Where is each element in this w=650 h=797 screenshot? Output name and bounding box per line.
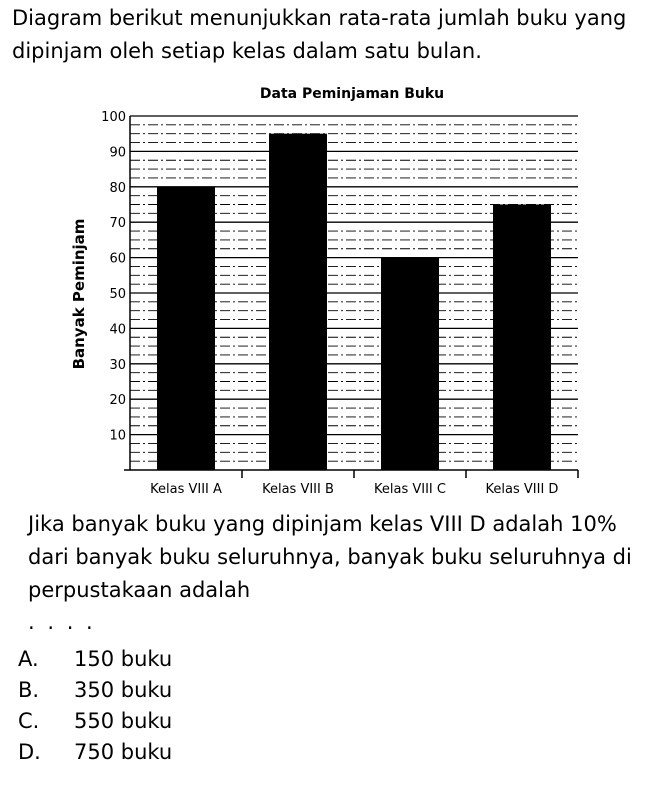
option-b[interactable] bbox=[18, 675, 172, 706]
x-tick-labels bbox=[150, 482, 558, 497]
x-tick-label: Kelas VIII B bbox=[262, 482, 334, 497]
option-letter: C. bbox=[18, 709, 40, 733]
bar-kelas-viii-c bbox=[381, 258, 439, 470]
question-text: Jika banyak buku yang dipinjam kelas VIII D adalah 10% dari banyak buku seluruhnya, banyak buku seluruhnya di perpustakaan adalah bbox=[28, 512, 632, 602]
y-tick-labels bbox=[101, 110, 126, 444]
intro-text: Diagram berikut menunjukkan rata-rata jumlah buku yang dipinjam oleh setiap kelas dalam satu bulan. bbox=[12, 6, 627, 63]
y-tick-label: 40 bbox=[109, 322, 126, 338]
bar-chart bbox=[0, 78, 650, 508]
option-a[interactable] bbox=[18, 644, 172, 675]
bar-kelas-viii-a bbox=[157, 187, 215, 470]
y-axis-label: Banyak Peminjam bbox=[70, 218, 88, 370]
y-tick-label: 60 bbox=[109, 251, 126, 267]
bar-kelas-viii-d bbox=[493, 205, 551, 471]
bar-kelas-viii-b bbox=[269, 134, 327, 470]
y-tick-label: 80 bbox=[109, 180, 126, 196]
option-text: 750 buku bbox=[74, 740, 173, 764]
chart-title: Data Peminjaman Buku bbox=[259, 86, 445, 102]
option-letter: D. bbox=[18, 740, 41, 764]
x-tick-label: Kelas VIII A bbox=[150, 482, 222, 497]
option-text: 550 buku bbox=[74, 709, 173, 733]
option-letter: A. bbox=[18, 647, 39, 671]
option-letter: B. bbox=[18, 678, 40, 702]
answer-options bbox=[18, 644, 172, 768]
x-tick-label: Kelas VIII D bbox=[485, 482, 559, 497]
y-tick-label: 30 bbox=[109, 357, 126, 373]
question-ellipsis: . . . . bbox=[28, 610, 96, 634]
option-text: 350 buku bbox=[74, 678, 173, 702]
x-tick-label: Kelas VIII C bbox=[374, 482, 446, 497]
y-tick-label: 50 bbox=[109, 287, 126, 302]
y-tick-label: 70 bbox=[109, 216, 126, 232]
y-tick-label: 20 bbox=[109, 393, 126, 409]
y-tick-label: 100 bbox=[101, 110, 126, 125]
y-tick-label: 90 bbox=[109, 145, 126, 161]
option-c[interactable] bbox=[18, 706, 172, 737]
option-text: 150 buku bbox=[74, 647, 173, 671]
y-tick-label: 10 bbox=[109, 428, 126, 444]
option-d[interactable] bbox=[18, 737, 172, 768]
